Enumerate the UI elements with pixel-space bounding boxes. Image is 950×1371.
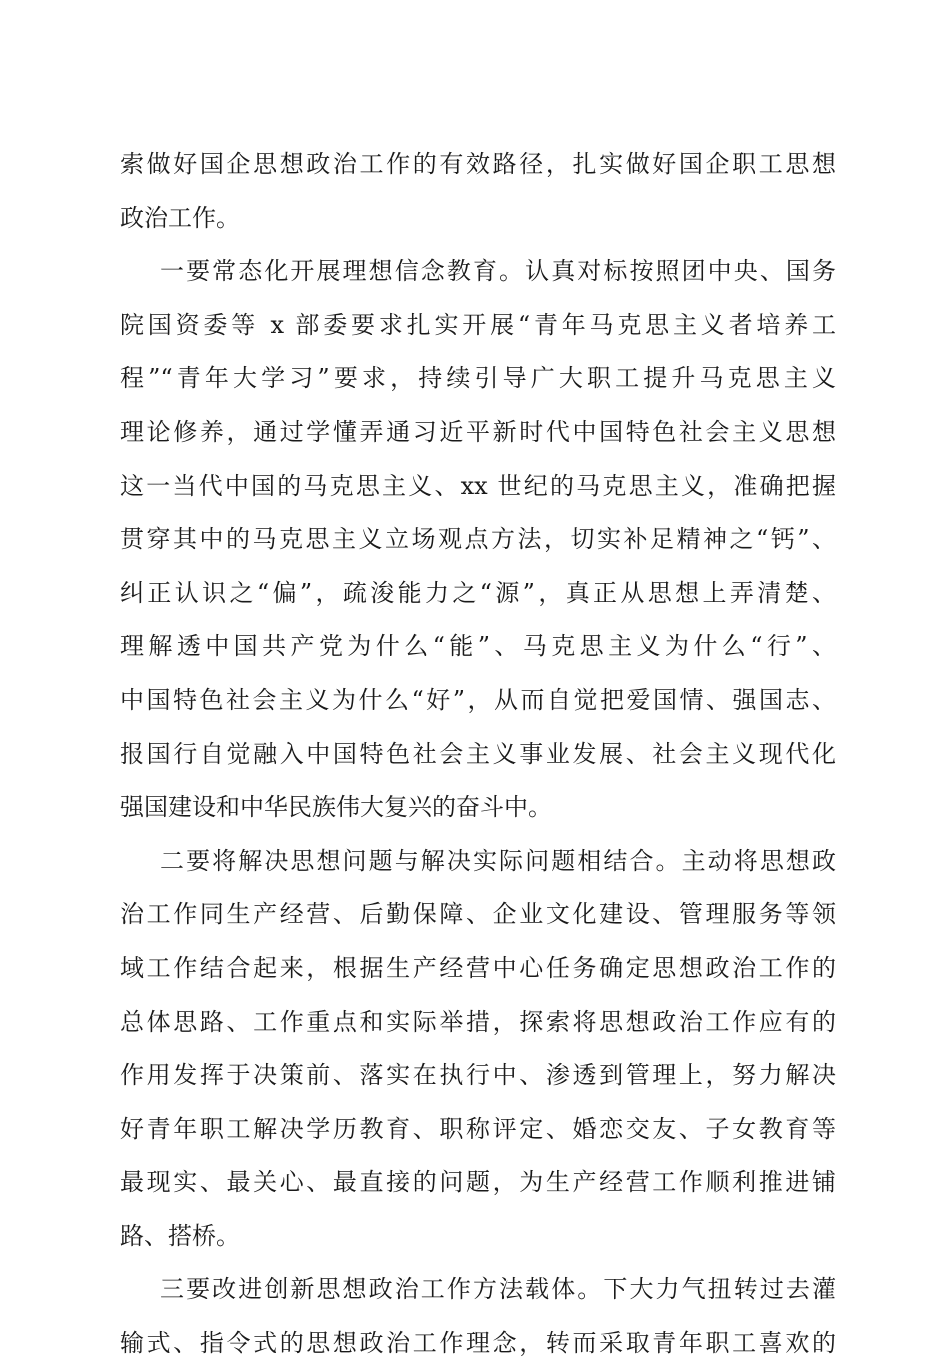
- paragraph-start-line: 三要改进创新思想政治工作方法载体。下大力气扭转过去灌: [160, 1275, 836, 1304]
- text-line: 这一当代中国的马克思主义、xx 世纪的马克思主义，准确把握: [120, 471, 836, 500]
- text-line: 索做好国企思想政治工作的有效路径，扎实做好国企职工思想: [120, 150, 836, 178]
- document-body: [120, 138, 836, 1371]
- text-line: 总体思路、工作重点和实际举措，探索将思想政治工作应有的: [120, 1007, 836, 1036]
- text-line: 报国行自觉融入中国特色社会主义事业发展、社会主义现代化: [120, 739, 836, 768]
- text-line: 作用发挥于决策前、落实在执行中、渗透到管理上，努力解决: [120, 1061, 836, 1090]
- text-line: 纠正认识之“偏”，疏浚能力之“源”，真正从思想上弄清楚、: [120, 578, 836, 607]
- text-line: 域工作结合起来，根据生产经营中心任务确定思想政治工作的: [120, 953, 836, 982]
- text-line: 强国建设和中华民族伟大复兴的奋斗中。: [120, 793, 552, 822]
- text-line: 治工作同生产经营、后勤保障、企业文化建设、管理服务等领: [120, 900, 836, 929]
- text-line: 理论修养，通过学懂弄通习近平新时代中国特色社会主义思想: [120, 417, 836, 446]
- text-line: 院国资委等 x 部委要求扎实开展“青年马克思主义者培养工: [120, 310, 836, 339]
- text-line: 中国特色社会主义为什么“好”，从而自觉把爱国情、强国志、: [120, 685, 836, 714]
- text-line: 政治工作。: [120, 203, 240, 232]
- text-line: 输式、指令式的思想政治工作理念，转而采取青年职工喜欢的: [120, 1329, 836, 1358]
- text-line: 程”“青年大学习”要求，持续引导广大职工提升马克思主义: [120, 364, 836, 393]
- text-line: 好青年职工解决学历教育、职称评定、婚恋交友、子女教育等: [120, 1114, 836, 1143]
- text-line: 最现实、最关心、最直接的问题，为生产经营工作顺利推进铺: [120, 1168, 836, 1197]
- text-line: 贯穿其中的马克思主义立场观点方法，切实补足精神之“钙”、: [120, 525, 836, 554]
- paragraph-start-line: 二要将解决思想问题与解决实际问题相结合。主动将思想政: [160, 846, 836, 875]
- text-line: 理解透中国共产党为什么“能”、马克思主义为什么“行”、: [120, 632, 836, 661]
- text-line: 路、搭桥。: [120, 1221, 240, 1250]
- paragraph-start-line: 一要常态化开展理想信念教育。认真对标按照团中央、国务: [160, 257, 836, 286]
